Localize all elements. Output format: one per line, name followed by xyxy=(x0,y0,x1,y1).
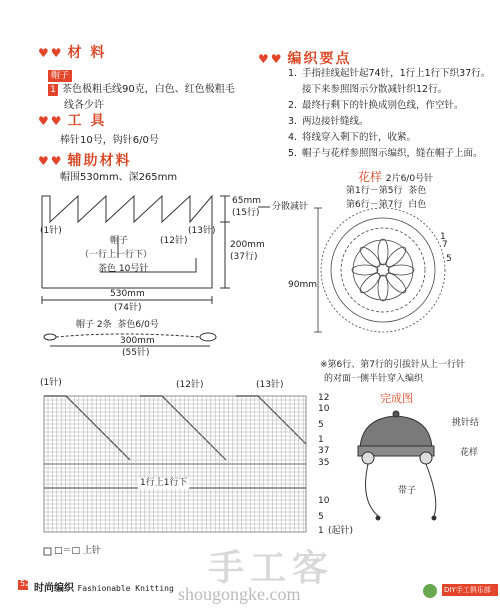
chart-mid: 1行上1行下 xyxy=(140,478,188,488)
chart-r35: 35 xyxy=(318,458,330,468)
hat-width: 530mm xyxy=(110,289,145,299)
chart-r12: 12 xyxy=(318,393,330,403)
step-num: 1. xyxy=(288,68,298,79)
chart-r37: 37 xyxy=(318,446,330,456)
step-num: 5. xyxy=(288,148,298,159)
tools-title-text: 工 具 xyxy=(67,113,107,129)
flower-title xyxy=(358,168,433,185)
materials-text-1: 茶色极粗毛线90克，白色、红色极粗毛 xyxy=(62,84,235,95)
flower-row2-color: 白色 xyxy=(408,200,427,210)
heart-icon: ♥♥ xyxy=(38,46,64,60)
footer-en: Fashionable Knitting xyxy=(77,584,174,593)
flower-row1-color: 茶色 xyxy=(408,186,427,196)
flower-note-1: ※第6行、第7行的引拔针从上一行针 xyxy=(320,360,465,370)
hat-center-1: 帽子 xyxy=(110,236,129,246)
flower-diagram xyxy=(314,208,445,332)
step-text: 最终行剩下的针换成别色线，作空针。 xyxy=(302,100,464,111)
step-num: 2. xyxy=(288,100,298,111)
step-text: 两边接针缝线。 xyxy=(302,116,369,127)
chart-r5b: 5 xyxy=(318,512,324,522)
finished-flower: 花样 xyxy=(460,448,479,458)
hat-label-1: (1针) xyxy=(40,226,62,236)
hat-center-3: 茶色 10号针 xyxy=(98,264,149,274)
heart-icon: ♥♥ xyxy=(258,52,284,66)
aux-text: 帽围530mm、深265mm xyxy=(60,172,178,183)
strap-stitches: (55针) xyxy=(122,348,150,358)
flower-row2-rows: 第6行－第7行 xyxy=(346,200,403,210)
strap-length: 300mm xyxy=(120,336,155,346)
footer-title-text: 时尚编织 xyxy=(34,583,74,594)
chart-r1a: 1 xyxy=(318,435,324,445)
hat-center-2: （一行上一行下） xyxy=(80,250,153,260)
flower-row1 xyxy=(346,186,426,197)
flower-row1-rows: 第1行－第5行 xyxy=(346,186,403,196)
hat-label-12: (12针) xyxy=(160,236,188,246)
flower-title-text: 花样 xyxy=(358,170,383,184)
flower-n1: 1 xyxy=(440,232,446,242)
chart-l12: (12针) xyxy=(176,380,204,390)
chart-l1: (1针) xyxy=(40,378,62,388)
materials-title-text: 材 料 xyxy=(67,45,107,61)
flower-n7: 7 xyxy=(442,240,448,250)
club-logo-text: DIY手工俱乐部 xyxy=(444,586,491,594)
hat-label-13: (13针) xyxy=(188,226,216,236)
club-logo-icon xyxy=(423,584,437,598)
chart-r1b: 1 xyxy=(318,526,324,536)
chart-grid-lines xyxy=(44,396,306,532)
finished-strap: 带子 xyxy=(398,486,417,496)
hat-width-st: (74针) xyxy=(114,303,142,313)
hat-body-h: 200mm xyxy=(230,240,265,250)
materials-line-2: 线各少许 xyxy=(64,100,104,111)
finished-hat xyxy=(358,411,436,520)
aux-title-text: 辅助材料 xyxy=(67,153,132,169)
flower-size: 90mm xyxy=(288,280,317,290)
step-text: 将线穿入剩下的针，收紧。 xyxy=(302,132,417,143)
legend-symbol: □＝□ xyxy=(54,546,81,556)
key-points-title-text: 编织要点 xyxy=(287,51,352,67)
chart-cast-on: (起针) xyxy=(328,526,354,536)
hat-decrease: 分散减针 xyxy=(272,202,309,212)
chart-r5: 5 xyxy=(318,420,324,430)
finished-knot: 挑针结 xyxy=(452,418,480,428)
strap-label-text: 帽子 2条 xyxy=(76,320,112,330)
page-number: 52 xyxy=(20,579,31,588)
chart-r10: 10 xyxy=(318,404,330,414)
hat-tag-badge: 帽子 xyxy=(48,70,72,82)
flower-n5: 5 xyxy=(446,254,452,264)
step-num: 3. xyxy=(288,116,298,127)
watermark-brand: 手工客 xyxy=(208,548,335,588)
legend xyxy=(54,546,101,557)
legend-text: 上针 xyxy=(82,546,101,556)
hat-top-rows: (15行) xyxy=(232,208,260,218)
step-text: 接下来参照图示分散减针织12行。 xyxy=(302,84,448,95)
flower-row2 xyxy=(346,200,426,211)
footer-title xyxy=(34,579,174,594)
strap-color: 茶色6/0号 xyxy=(117,320,159,330)
hat-body-rows: (37行) xyxy=(230,252,258,262)
flower-sub: 2片6/0号针 xyxy=(385,174,434,184)
hat-top-h: 65mm xyxy=(232,196,261,206)
step-num: 4. xyxy=(288,132,298,143)
item-num-badge: 1 xyxy=(48,84,58,96)
legend-box xyxy=(44,548,51,555)
tools-text: 棒针10号，钩针6/0号 xyxy=(60,135,159,146)
step-text: 手指挂线起针起74针，1行上1行下织37行。 xyxy=(302,68,491,79)
heart-icon: ♥♥ xyxy=(38,154,64,168)
chart-r10b: 10 xyxy=(318,496,330,506)
chart-l13: (13针) xyxy=(256,380,284,390)
flower-note-2: 的对面一侧半针穿入编织 xyxy=(324,374,424,384)
step-text: 帽子与花样参照图示编织，缝在帽子上面。 xyxy=(302,148,483,159)
watermark-site: shougongke.com xyxy=(178,584,301,604)
strap-label xyxy=(76,320,159,331)
finished-title: 完成图 xyxy=(380,392,413,405)
heart-icon: ♥♥ xyxy=(38,114,64,128)
